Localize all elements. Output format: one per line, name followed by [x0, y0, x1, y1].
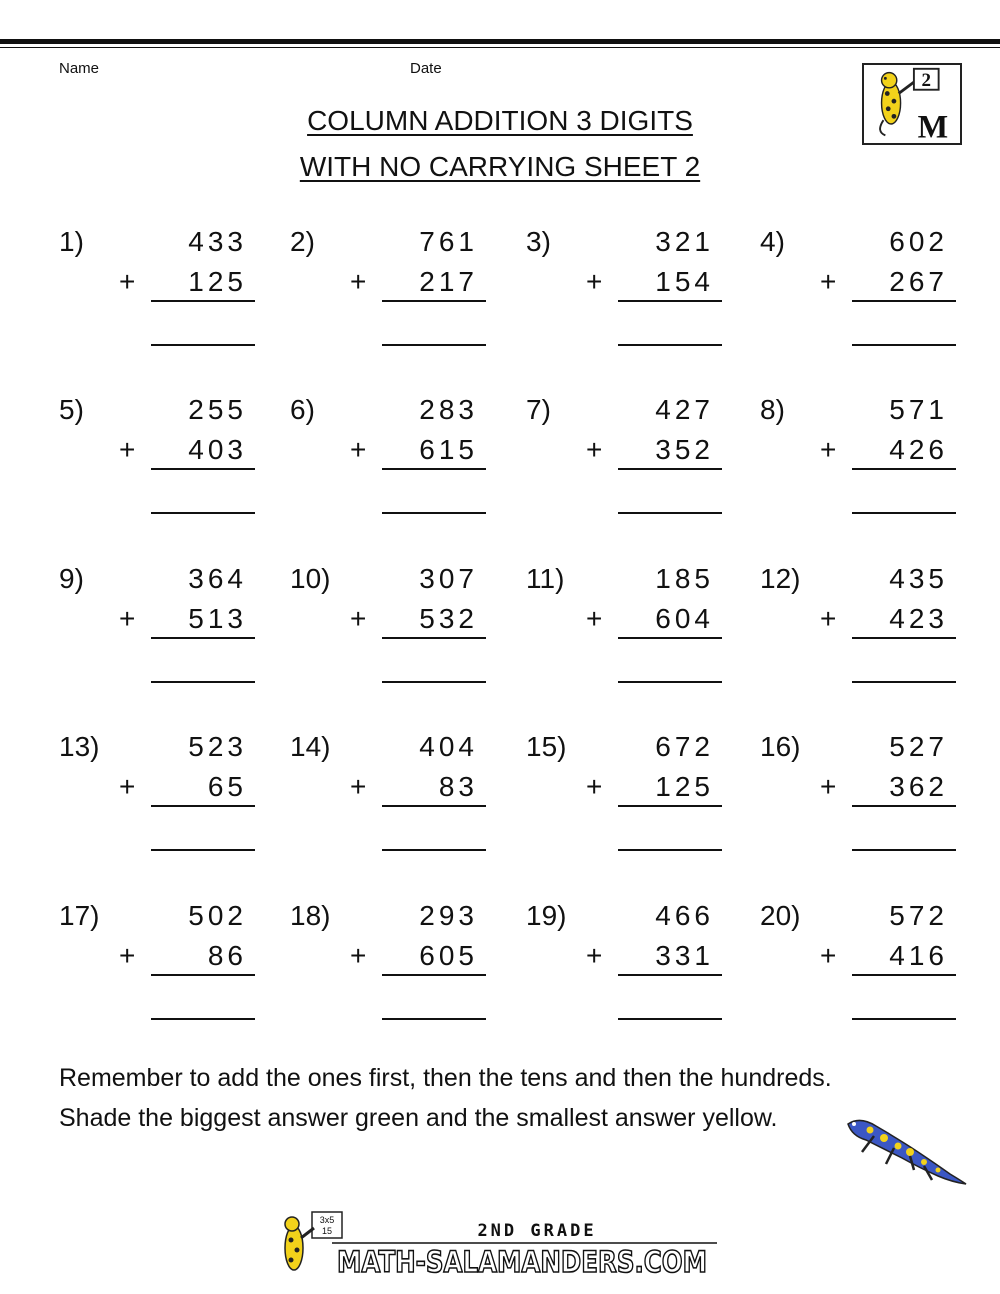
bottom-addend: 154 [655, 266, 714, 297]
problem-number: 15) [526, 731, 567, 762]
answer-line[interactable] [852, 344, 956, 346]
answer-line[interactable] [382, 344, 486, 346]
answer-line[interactable] [382, 849, 486, 851]
plus-sign: + [350, 940, 367, 971]
addition-problem [290, 900, 515, 1030]
top-addend: 761 [419, 226, 478, 257]
answer-line[interactable] [151, 1018, 255, 1020]
plus-sign: + [586, 940, 603, 971]
sum-line [151, 805, 255, 807]
addition-problem [290, 226, 515, 356]
sum-line [618, 805, 722, 807]
problem-number: 12) [760, 563, 801, 594]
bottom-addend: 125 [188, 266, 247, 297]
plus-sign: + [119, 771, 136, 802]
name-label: Name [59, 60, 100, 77]
plus-sign: + [350, 603, 367, 634]
problem-number: 8) [760, 394, 785, 425]
plus-sign: + [820, 940, 837, 971]
problem-number: 7) [526, 394, 551, 425]
answer-line[interactable] [151, 849, 255, 851]
bottom-addend: 65 [207, 771, 247, 802]
sum-line [852, 468, 956, 470]
problem-number: 9) [59, 563, 84, 594]
sum-line [618, 300, 722, 302]
plus-sign: + [586, 603, 603, 634]
answer-line[interactable] [852, 681, 956, 683]
plus-sign: + [820, 771, 837, 802]
badge-digit: 2 [921, 69, 932, 91]
worksheet-title-line1: COLUMN ADDITION 3 DIGITS [307, 105, 693, 136]
badge-letter: M [917, 108, 949, 143]
sum-line [151, 300, 255, 302]
date-label: Date [410, 60, 442, 77]
problem-number: 4) [760, 226, 785, 257]
plus-sign: + [820, 603, 837, 634]
plus-sign: + [586, 266, 603, 297]
answer-line[interactable] [382, 512, 486, 514]
top-border-thin-rule [0, 47, 1000, 48]
addition-problem [59, 900, 284, 1030]
plus-sign: + [119, 603, 136, 634]
top-addend: 571 [889, 394, 948, 425]
answer-line[interactable] [618, 512, 722, 514]
problem-number: 13) [59, 731, 100, 762]
bottom-addend: 403 [188, 434, 247, 465]
bottom-addend: 125 [655, 771, 714, 802]
addition-problem [526, 563, 751, 693]
answer-line[interactable] [618, 1018, 722, 1020]
addition-problem [526, 900, 751, 1030]
plus-sign: + [350, 434, 367, 465]
sum-line [618, 637, 722, 639]
sum-line [852, 974, 956, 976]
top-addend: 255 [188, 394, 247, 425]
bottom-addend: 604 [655, 603, 714, 634]
problem-number: 14) [290, 731, 331, 762]
top-addend: 502 [188, 900, 247, 931]
top-addend: 321 [655, 226, 714, 257]
addition-problem [760, 226, 985, 356]
addition-problem [59, 731, 284, 861]
bottom-addend: 362 [889, 771, 948, 802]
footer-board-text1: 3x5 [319, 1215, 335, 1225]
instruction-line2: Shade the biggest answer green and the smallest answer yellow. [59, 1104, 778, 1132]
addition-problem [59, 226, 284, 356]
addition-problem [290, 731, 515, 861]
sum-line [382, 637, 486, 639]
plus-sign: + [820, 266, 837, 297]
sum-line [852, 300, 956, 302]
addition-problem [59, 394, 284, 524]
addition-problem [526, 394, 751, 524]
problem-number: 16) [760, 731, 801, 762]
top-addend: 602 [889, 226, 948, 257]
problem-number: 2) [290, 226, 315, 257]
top-border-rule [0, 39, 1000, 44]
addition-problem [760, 900, 985, 1030]
sum-line [852, 637, 956, 639]
bottom-addend: 513 [188, 603, 247, 634]
footer-grade-text: 2ND GRADE [477, 1221, 597, 1241]
problem-number: 1) [59, 226, 84, 257]
top-addend: 185 [655, 563, 714, 594]
answer-line[interactable] [618, 344, 722, 346]
addition-problem [760, 394, 985, 524]
problem-number: 20) [760, 900, 801, 931]
addition-problem [290, 394, 515, 524]
plus-sign: + [119, 940, 136, 971]
top-addend: 283 [419, 394, 478, 425]
bottom-addend: 532 [419, 603, 478, 634]
worksheet-title-line2: WITH NO CARRYING SHEET 2 [299, 151, 701, 182]
top-addend: 466 [655, 900, 714, 931]
instruction-line1: Remember to add the ones first, then the tens and then the hundreds. [59, 1064, 832, 1092]
top-addend: 672 [655, 731, 714, 762]
bottom-addend: 615 [419, 434, 478, 465]
addition-problem [526, 226, 751, 356]
addition-problem [59, 563, 284, 693]
bottom-addend: 83 [438, 771, 478, 802]
bottom-addend: 352 [655, 434, 714, 465]
bottom-addend: 423 [889, 603, 948, 634]
answer-line[interactable] [852, 1018, 956, 1020]
sum-line [618, 468, 722, 470]
top-addend: 364 [188, 563, 247, 594]
bottom-addend: 86 [207, 940, 247, 971]
answer-line[interactable] [618, 849, 722, 851]
sum-line [382, 468, 486, 470]
bottom-addend: 217 [419, 266, 478, 297]
bottom-addend: 267 [889, 266, 948, 297]
answer-line[interactable] [382, 1018, 486, 1020]
problem-number: 19) [526, 900, 567, 931]
plus-sign: + [119, 434, 136, 465]
top-addend: 572 [889, 900, 948, 931]
bottom-addend: 331 [655, 940, 714, 971]
sum-line [852, 805, 956, 807]
grade-badge-logo [862, 63, 962, 145]
sum-line [618, 974, 722, 976]
problem-number: 17) [59, 900, 100, 931]
plus-sign: + [586, 434, 603, 465]
answer-line[interactable] [618, 681, 722, 683]
bottom-addend: 426 [889, 434, 948, 465]
problem-number: 5) [59, 394, 84, 425]
top-addend: 293 [419, 900, 478, 931]
answer-line[interactable] [852, 849, 956, 851]
answer-line[interactable] [151, 512, 255, 514]
sum-line [382, 805, 486, 807]
plus-sign: + [119, 266, 136, 297]
answer-line[interactable] [382, 681, 486, 683]
bottom-addend: 605 [419, 940, 478, 971]
addition-problem [526, 731, 751, 861]
addition-problem [760, 563, 985, 693]
top-addend: 427 [655, 394, 714, 425]
addition-problem [290, 563, 515, 693]
top-addend: 435 [889, 563, 948, 594]
problem-number: 10) [290, 563, 331, 594]
top-addend: 404 [419, 731, 478, 762]
sum-line [151, 468, 255, 470]
sum-line [151, 637, 255, 639]
plus-sign: + [820, 434, 837, 465]
answer-line[interactable] [852, 512, 956, 514]
problem-number: 6) [290, 394, 315, 425]
blue-salamander-icon [840, 1112, 968, 1192]
footer-board-text2: 15 [321, 1226, 333, 1236]
math-salamanders-footer-logo [272, 1210, 732, 1280]
sum-line [382, 300, 486, 302]
addition-problem [760, 731, 985, 861]
footer-site-text: MATH-SALAMANDERS.COM [337, 1245, 707, 1279]
top-addend: 527 [889, 731, 948, 762]
answer-line[interactable] [151, 344, 255, 346]
problem-number: 11) [526, 563, 565, 594]
problem-number: 3) [526, 226, 551, 257]
sum-line [382, 974, 486, 976]
answer-line[interactable] [151, 681, 255, 683]
plus-sign: + [350, 266, 367, 297]
salamander-teacher-icon [864, 65, 960, 143]
plus-sign: + [586, 771, 603, 802]
bottom-addend: 416 [889, 940, 948, 971]
top-addend: 433 [188, 226, 247, 257]
plus-sign: + [350, 771, 367, 802]
top-addend: 523 [188, 731, 247, 762]
top-addend: 307 [419, 563, 478, 594]
sum-line [151, 974, 255, 976]
problem-number: 18) [290, 900, 331, 931]
